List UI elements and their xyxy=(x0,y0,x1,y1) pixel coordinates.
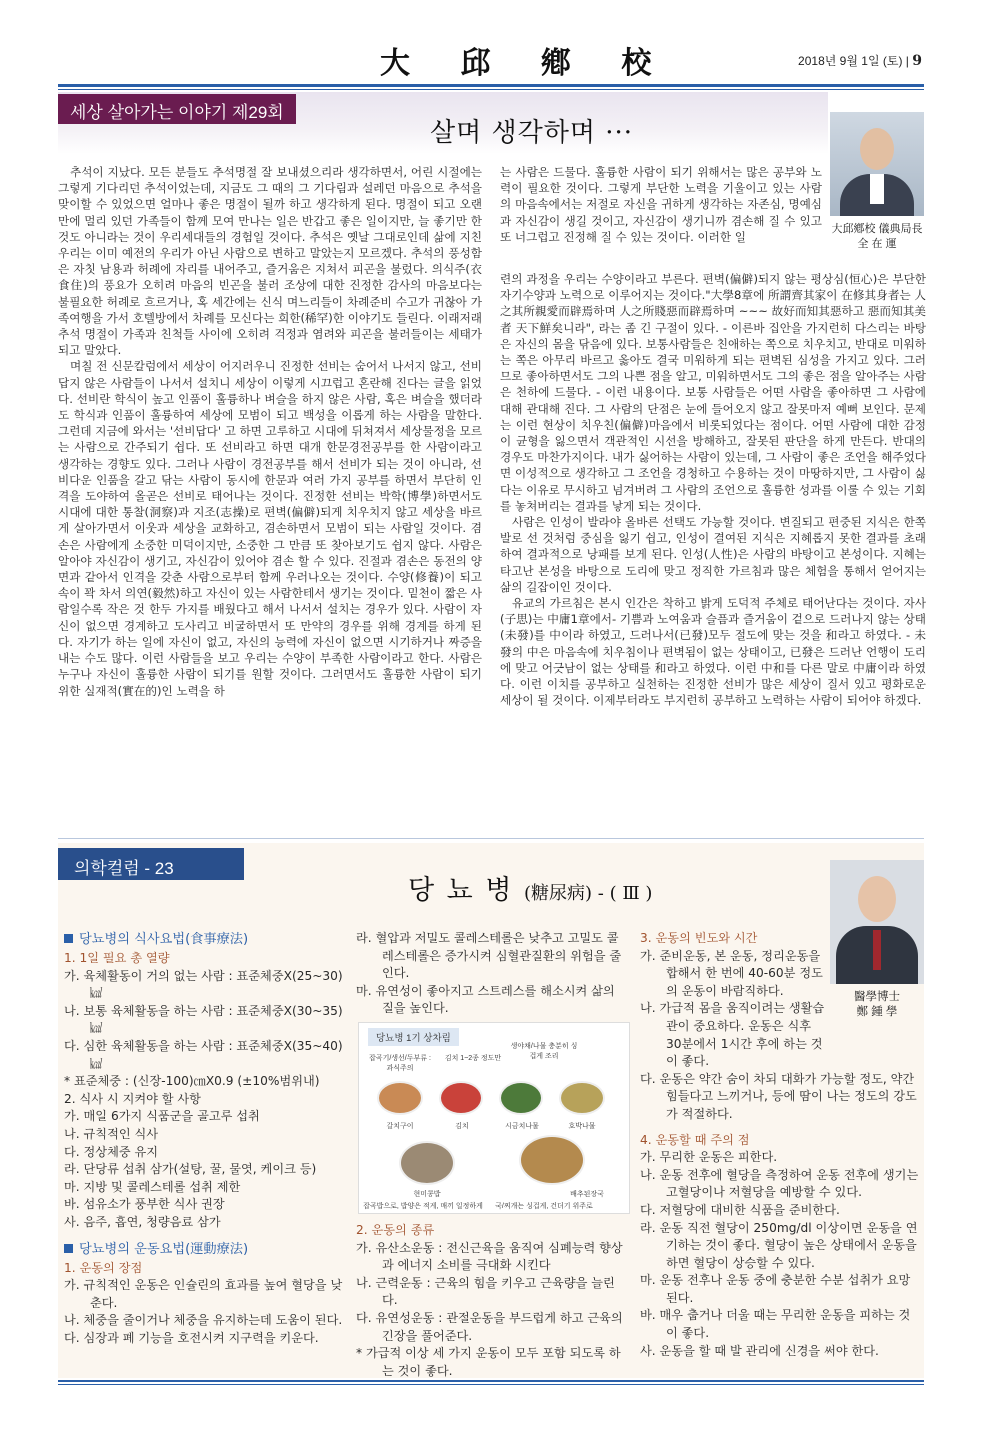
list-item: 마. 지방 및 콜레스테롤 섭취 제한 xyxy=(64,1179,241,1194)
kimchi-dish xyxy=(439,1081,483,1115)
medical-column-3 xyxy=(640,930,922,1360)
figure-label: 잡곡기/생선/두부류 : 과식주의 xyxy=(369,1055,431,1072)
essay-column-1 xyxy=(58,164,482,699)
header-rule xyxy=(58,84,924,87)
newspaper-title: 大 邱 鄕 校 xyxy=(380,46,672,81)
author-photo xyxy=(830,112,924,216)
figure-title: 당뇨병 1기 상차림 xyxy=(368,1028,459,1046)
page-number: 9 xyxy=(912,53,922,69)
square-bullet-icon xyxy=(64,1244,73,1253)
subheading: 1. 운동의 장점 xyxy=(64,1260,143,1275)
figure-label: 국/찌개는 싱겁게, 건더기 위주로 xyxy=(495,1203,593,1210)
square-bullet-icon xyxy=(64,934,73,943)
list-item: 다. 정상체중 유지 xyxy=(64,1144,159,1159)
diet-table-illustration xyxy=(358,1022,630,1214)
header-rule-thin xyxy=(58,89,924,90)
author-caption xyxy=(830,222,924,252)
subheading: 1. 1일 필요 총 열량 xyxy=(64,951,170,965)
figure-label: 갈치구이 xyxy=(386,1123,414,1130)
doctor-name: 鄭 鍾 學 xyxy=(856,1006,898,1018)
essay-title: 살며 생각하며 ··· xyxy=(430,118,634,148)
list-item: 바. 섬유소가 풍부한 식사 권장 xyxy=(64,1197,225,1212)
essay-column-2-top xyxy=(500,164,822,245)
medical-column-tag: 의학컬럼 - 23 xyxy=(58,848,244,880)
multigrain-rice-bowl xyxy=(399,1141,455,1185)
list-item: 나. 운동 전후에 혈당을 측정하여 운동 전후에 생기는 고혈당이나 저혈당을 예방할 수 있다. xyxy=(640,1167,919,1200)
list-item: 나. 체중을 줄이거나 체중을 유지하는데 도움이 된다. xyxy=(64,1313,343,1328)
section-heading: 당뇨병의 운동요법(運動療法) xyxy=(64,1240,346,1260)
list-item: 가. 육체활동이 거의 없는 사람 : 표준체중Ⅹ(25~30)㎉ xyxy=(64,968,343,1001)
list-item: 다. 유연성운동 : 관절운동을 부드럽게 하고 근육의 긴장을 풀어준다. xyxy=(356,1310,623,1343)
spinach-dish xyxy=(499,1081,543,1115)
list-item: 가. 매일 6가지 식품군을 골고루 섭취 xyxy=(64,1109,260,1124)
section-divider xyxy=(58,838,924,839)
medical-column-title xyxy=(408,868,652,907)
list-item: 나. 규칙적인 식사 xyxy=(64,1126,159,1141)
essay-column-2 xyxy=(500,271,926,708)
title-sub: (糖尿病) - ( Ⅲ ) xyxy=(524,883,653,904)
note: * 가급적 이상 세 가지 운동이 모두 포함 되도록 하는 것이 좋다. xyxy=(356,1346,621,1378)
note: * 표준체중 : (신장-100)㎝Ⅹ0.9 (±10%범위내) xyxy=(64,1074,320,1089)
paragraph: 는 사람은 드물다. 훌륭한 사람이 되기 위해서는 많은 공부와 노력이 필요한 것이다. 그렇게 부단한 노력을 기울이고 있는 사람의 마음속에서는 저절로 자신을 귀하게 생각하는 자존심, 명예심과 자신감이 생길 것이고, 자신감이 생기니까 겸손해 질 수 있고 또 너그럽고 진정해 질 수 있는 것이다. 이러한 일 xyxy=(500,165,822,244)
list-item: 라. 단당류 섭취 삼가(설탕, 꿀, 물엿, 케이크 등) xyxy=(64,1162,317,1177)
medical-column-2 xyxy=(356,930,628,1018)
list-item: 다. 심한 육체활동을 하는 사람 : 표준체중Ⅹ(35~40)㎉ xyxy=(64,1038,343,1071)
figure-label: 김치 xyxy=(455,1123,469,1130)
subheading: 4. 운동할 때 주의 점 xyxy=(640,1132,750,1147)
subheading: 2. 식사 시 지켜야 할 사항 xyxy=(64,1091,201,1106)
zucchini-dish xyxy=(559,1081,605,1115)
subheading: 2. 운동의 종류 xyxy=(356,1223,435,1237)
list-item: 가. 준비운동, 본 운동, 정리운동을 합해서 한 번에 40-60분 정도의 운동이 바람직하다. xyxy=(640,948,823,998)
list-item: 다. 심장과 폐 기능을 호전시켜 지구력을 키운다. xyxy=(64,1330,319,1345)
list-item: 가. 규칙적인 운동은 인슐린의 효과를 높여 혈당을 낮춘다. xyxy=(64,1278,343,1310)
list-item: 나. 가급적 몸을 움직이려는 생활습관이 중요하다. 운동은 식후 30분에서 1시간 후에 하는 것이 좋다. xyxy=(640,1001,825,1069)
list-item: 바. 매우 춥거나 더울 때는 무리한 운동을 피하는 것이 좋다. xyxy=(640,1308,911,1341)
figure-label: 생야채/나물 충분히 싱겁게 조리 xyxy=(510,1043,578,1060)
author-title: 大邱鄕校 儀典局長 xyxy=(831,223,923,235)
figure-label: 배추된장국 xyxy=(570,1191,604,1198)
figure-label: 잡곡밥으로, 밥양은 적게, 매끼 일정하게 xyxy=(363,1203,483,1210)
list-item: 가. 유산소운동 : 전신근육을 움직여 심폐능력 향상과 에너지 소비를 극대화 시킨다 xyxy=(356,1240,623,1273)
list-item: 마. 유연성이 좋아지고 스트레스를 해소시켜 삶의 질을 높인다. xyxy=(356,983,615,1016)
list-item: 사. 운동을 할 때 발 관리에 신경을 써야 한다. xyxy=(640,1343,879,1358)
list-item: 나. 근력운동 : 근육의 힘을 키우고 근육량을 늘린다. xyxy=(356,1275,615,1308)
list-item: 마. 운동 전후나 운동 중에 충분한 수분 섭취가 요망된다. xyxy=(640,1273,911,1305)
list-item: 다. 저혈당에 대비한 식품을 준비한다. xyxy=(640,1202,840,1217)
footer-rule-thin xyxy=(58,1384,924,1385)
subheading: 3. 운동의 빈도와 시간 xyxy=(640,931,758,945)
figure-label: 김치 1~2종 정도만 xyxy=(444,1055,502,1062)
issue-date xyxy=(798,52,922,69)
list-item: 사. 음주, 흡연, 청량음료 삼가 xyxy=(64,1214,221,1229)
soybean-soup-bowl xyxy=(519,1135,585,1185)
section-heading: 당뇨병의 식사요법(食事療法) xyxy=(64,930,346,950)
paragraph: 사람은 인성이 발라야 올바른 선택도 가능할 것이다. 변질되고 편중된 지식은 한쪽발로 선 것처럼 중심을 잃기 쉽고, 인성이 결여된 지식은 지혜롭지 못한 결과를 초래하여 결과적으로 낭패를 보게 된다. 인성(人性)은 사람의 바탕이고 본성이다. 지혜는 타고난 본성을 바탕으로 도리에 맞고 정직한 가르침과 많은 체험을 통해서 얻어지는 삶의 길잡이인 것이다. xyxy=(500,515,926,594)
title-main: 당 뇨 병 xyxy=(408,875,514,906)
paragraph: 추석이 지났다. 모든 분들도 추석명절 잘 보내셨으리라 생각하면서, 어린 시절에는 그렇게 기다리던 추석이었는데, 지금도 그 때의 그 기다림과 설레던 마음으로 추석을 맞이할 수 있었으면 얼마나 좋은 명절이 될까 하고 생각하게 된다. 명절이 되고 오랜만에 멀리 있던 가족들이 함께 모여 만나는 일은 반갑고 좋은 일이지만, 늘 좋기만 한 것도 아니라는 것이 우리세대들의 경험일 것이다. 추석은 옛날 그대로인데 삶에 지친 우리는 이미 예전의 우리가 아닌 사람으로 변하고 말았는지 모르겠다. 추석의 풍성함은 자칫 남용과 허례에 자리를 내어주고, 즐거움은 지쳐서 피곤을 불렀다. 의식주(衣食住)의 풍요가 오히려 마음의 빈곤을 불러 조상에 대한 진정한 감사의 마음보다는 불필요한 허례로 흐르거나, 혹 세간에는 신식 며느리들이 차례준비 수고가 귀찮아 가족여행을 가서 호텔방에서 차례를 모신다는 희한(稀罕)한 이야기도 들린다. 이래저래 추석 명절이 가족과 친척들 사이에 오히려 걱정과 염려와 피곤을 불러들이는 세태가 되고 말았다. xyxy=(58,165,482,358)
date-text: 2018년 9월 1일 (토) | xyxy=(798,54,913,68)
medical-column-2-lower xyxy=(356,1222,628,1380)
list-item: 라. 운동 직전 혈당이 250mg/dl 이상이면 운동을 연기하는 것이 좋다. 혈당이 높은 상태에서 운동을 하면 혈당이 상승할 수 있다. xyxy=(640,1220,918,1270)
medical-column-1 xyxy=(64,930,346,1347)
list-item: 라. 혈압과 저밀도 콜레스테롤은 낮추고 고밀도 콜레스테롤은 증가시켜 심혈관질환의 위험을 줄인다. xyxy=(356,931,622,981)
paragraph: 며칠 전 신문칼럼에서 세상이 어지러우니 진정한 선비는 숨어서 나서지 않고, 선비답지 않은 사람들이 나서서 설치니 세상이 이렇게 시끄럽고 혼란해 진다는 글을 읽었다. 선비란 학식이 높고 인품이 훌륭하나 벼슬을 하지 않은 사람, 혹은 벼슬을 했더라도 학식과 인품이 훌륭하여 세상에 모범이 되고 백성을 이롭게 하는 사람을 말한다. 그런데 지금에 와서는 '선비답다' 고 하면 고루하고 시대에 뒤쳐져서 세상물정을 모르는 사람으로 간주되기 쉽다. 또 선비라고 하면 대개 한문경전공부를 한 사람이라고 생각하는 경향도 있다. 그러나 사람이 경전공부를 해서 선비가 되는 것이 아니라, 선비다운 인품을 갈고 닦는 사람이 동시에 한문과 여러 가지 공부를 하면서 부단히 인격을 도야하여 올곧은 선비로 태어나는 것이다. 진정한 선비는 박학(博學)하면서도 시대에 대한 통찰(洞察)과 지조(志操)로 편벽(偏僻)되게 치우치지 않고 세상을 바르게 살아가면서 이웃과 세상을 교화하고, 겸손하면서 모범이 되는 사람일 것이다. 겸손은 사람에게 소중한 미덕이지만, 소중한 그 만큼 또 찾아보기도 쉽지 않다. 사람은 알아야 자신감이 생기고, 자신감이 있어야 겸손 할 수 있다. 진절과 겸손은 동전의 양면과 같아서 인격을 갖춘 사람으로부터 함께 우러나오는 것이다. 수양(修養)이 되고 속이 꽉 차서 의연(毅然)하고 자신이 있는 사람한테서 생기는 것이다. 밑천이 짧은 사람일수록 작은 것 한두 가지를 배웠다고 해서 나서서 설치는 경우가 있다. 사람이 자신이 없으면 경계하고 도사리고 비굴하면서 또 만약의 경우를 위해 경계를 하게 된다. 자기가 하는 일에 자신이 없고, 자신의 능력에 자신이 없으면 시기하거나 짜증을 내는 수도 많다. 이런 사람들을 보고 우리는 수양이 부족한 사람이라고 한다. 사람은 누구나 자신이 훌륭한 사람이 되기를 원할 것이다. 그러면서도 훌륭한 사람이 되기 위한 실재적(實在的)인 노력을 하 xyxy=(58,359,483,698)
doctor-title: 醫學博士 xyxy=(854,991,900,1003)
list-item: 다. 운동은 약간 숨이 차되 대화가 가능할 정도, 약간 힘들다고 느끼거나, 등에 땀이 나는 정도의 강도가 적절하다. xyxy=(640,1071,917,1121)
author-name: 全 在 運 xyxy=(857,238,897,250)
figure-label: 현미콩밥 xyxy=(413,1191,441,1198)
footer-rule xyxy=(58,1380,924,1382)
grilled-fish-dish xyxy=(377,1081,423,1115)
masthead xyxy=(0,0,982,90)
paragraph: 유교의 가르침은 본시 인간은 착하고 밝게 도덕적 주체로 태어난다는 것이다. 자사(子思)는 中庸1章에서- 기쁨과 노여움과 슬픔과 즐거움이 겉으로 드러나지 않는 상태(未發)를 中이라 하였고, 드러나서(已發)모두 절도에 맞는 것을 和라고 하였다. - 未發의 中은 마음속에 치우침이나 편벽됨이 없는 상태이고, 已發은 드러난 언행이 도리에 맞고 어긋남이 없는 상태를 和라고 하였다. 이런 中和를 다른 말로 中庸이라 하였다. 이런 이치를 공부하고 실천하는 진정한 선비가 많은 세상이 질서 있고 평화로운 세상이 될 것이다. 이제부터라도 부지런히 공부하고 노력하는 사람이 되어야 하겠다. xyxy=(500,596,926,708)
figure-label: 호박나물 xyxy=(568,1123,596,1130)
essay-series-tag: 세상 살아가는 이야기 제29회 xyxy=(58,94,296,124)
paragraph: 련의 과정을 우리는 수양이라고 부른다. 편벽(偏僻)되지 않는 평상심(恒心)은 부단한 자기수양과 노력으로 이루어지는 것이다."大學8章에 所謂齊其家이 在修其身者는 人之其所親愛而辟焉하며 人之所賤惡而辟焉하며 ~~~ 故好而知其惡하고 惡而知其美者 天下鮮矣니라", 라는 좀 긴 구절이 있다. - 이른바 집안을 가지런히 다스리는 바탕은 자신의 몸을 닦음에 있다. 보통사람들은 친애하는 쪽으로 치우치고, 반대로 미워하는 쪽은 아무리 바르고 옳아도 결국 미워하게 되는 편벽된 심성을 가지고 있다. 그러므로 좋아하면서도 그의 나쁜 점을 알고, 미워하면서도 그의 좋은 점을 알아주는 사람은 천하에 드물다. - 이런 내용이다. 보통 사람들은 어떤 사람을 좋아하면 그 사람에 대해 관대해 진다. 그 사람의 단점은 눈에 들어오지 않고 잘못마저 예뻐 보인다. 문제는 이런 현상이 치우친(偏僻)마음에서 비롯되었다는 점이다. 어떤 사람에 대한 감정이 균형을 잃으면서 객관적인 시선을 방해하고, 잘못된 판단을 하게 만든다. 반대의 경우도 마찬가지이다. 내가 싫어하는 사람이 있는데, 그 사람이 좋은 조언을 해주었다면 이성적으로 생각하고 그 조언을 경청하고 수용하는 것이 마땅하지만, 그 사람이 싫다는 이유로 무시하고 넘겨버려 그 사람의 조언으로 훌륭한 성과를 이룰 수 있는 기회를 놓쳐버리는 결과를 낳게 되는 것이다. xyxy=(500,272,926,513)
list-item: 나. 보통 육체활동을 하는 사람 : 표준체중Ⅹ(30~35)㎉ xyxy=(64,1003,343,1036)
figure-label: 시금치나물 xyxy=(505,1123,539,1130)
list-item: 가. 무리한 운동은 피한다. xyxy=(640,1150,778,1165)
